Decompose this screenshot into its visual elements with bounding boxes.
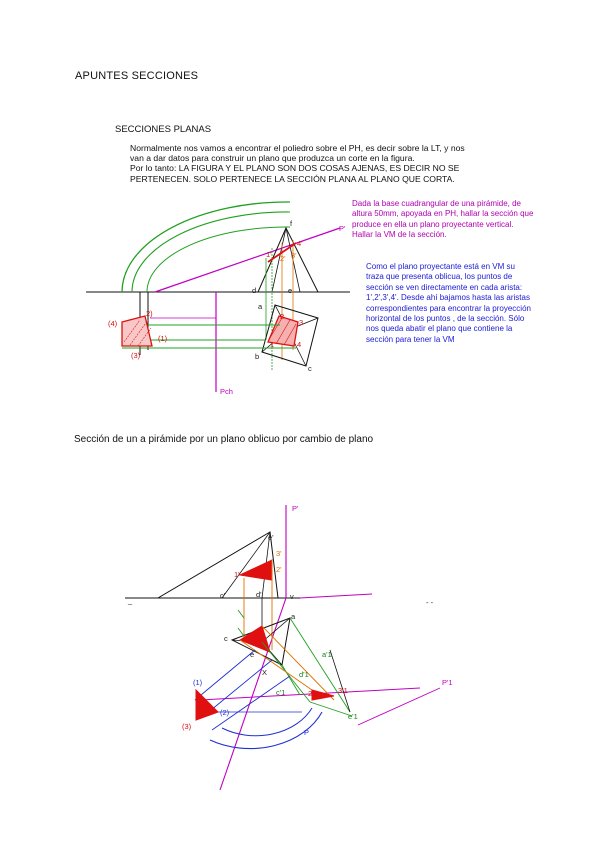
label-s3: 3	[299, 318, 304, 327]
document-title: APUNTES SECCIONES	[75, 70, 199, 82]
method-explanation: Como el plano proyectante está en VM su traza que presenta oblicua, los puntos de sección se ven directamente en cada arista: 1',2',3',4'. Desde ahí bajamos hasta las aristas correspondientes para encontrar la proyección horizontal de los puntos , de la sección. Sólo nos queda abatir el plano que contiene la sección para tener la VM	[366, 262, 531, 344]
label-a: a	[258, 302, 263, 311]
label2-p1: P'1	[442, 678, 453, 687]
label2-d-prime: d'	[256, 590, 262, 599]
label-3prime: 3'	[291, 251, 297, 260]
label2-e-prime1: e'1	[348, 712, 358, 721]
intro-line-1: Normalmente nos vamos a encontrar el poliedro sobre el PH, es decir sobre la LT, y nos	[130, 143, 465, 153]
label2-a: a	[291, 612, 296, 621]
label-plane-p1: P'	[339, 224, 346, 233]
label-ab1: (1)	[158, 334, 168, 343]
label-s1: 1	[270, 340, 275, 349]
section-title: SECCIONES PLANAS	[115, 124, 212, 135]
label2-ab1: (1)	[193, 678, 203, 687]
pyramid2-elevation	[158, 532, 278, 598]
label2-1prime: 1'	[234, 570, 240, 579]
label2-3prime1: 3'1	[338, 686, 348, 695]
label-e: e	[288, 286, 293, 295]
label-s4: 4	[297, 340, 302, 349]
label2-d-prime1: d'1	[299, 670, 309, 679]
problem-statement: Dada la base cuadrangular de una pirámide, de altura 50mm, apoyada en PH, hallar la sección que produce en ella un plano proyectante vertical. Hallar la VM de la sección.	[352, 199, 534, 240]
label2-ab2: (2)	[220, 708, 230, 717]
label2-2prime1: 2'1	[308, 689, 318, 698]
label-f: f	[290, 219, 293, 228]
label2-lt-left: _	[128, 596, 133, 605]
intro-line-2: van a dar datos para construir un plano que produzca un corte en la figura.	[130, 153, 415, 164]
label-c: c	[308, 364, 312, 373]
label-ab2: 2)	[146, 309, 153, 318]
figure-2-caption: Sección de un a pirámide por un plano oblicuo por cambio de plano	[74, 434, 374, 445]
intro-line-4: PERTENECEN. SOLO PERTENECE LA SECCIÓN PLANA AL PLANO QUE CORTA.	[130, 173, 455, 184]
label2-e-prime: e'	[268, 533, 274, 542]
section2-elevation	[240, 560, 272, 580]
label2-lt-right: - -	[426, 598, 434, 607]
label-ab4: (4)	[108, 319, 118, 328]
section2-true-size	[196, 690, 218, 720]
label2-c-prime: c'	[220, 591, 226, 600]
label2-c-prime1: c'1	[276, 688, 286, 697]
label2-p-prime: P'	[292, 504, 299, 513]
label2-2prime: 2'	[276, 565, 282, 574]
label2-ab3: (3)	[182, 722, 192, 731]
label2-c: c	[224, 634, 228, 643]
label-pch: Pch	[220, 387, 233, 396]
intro-line-3: Por lo tanto: LA FIGURA Y EL PLANO SON DOS COSAS AJENAS, ES DECIR NO SE	[130, 163, 460, 174]
label-d: d	[252, 286, 257, 295]
label-b: b	[255, 352, 260, 361]
label2-3prime: 3'	[276, 549, 282, 558]
label-4prime: 4'	[297, 239, 303, 248]
label2-e: e	[250, 650, 255, 659]
label-1prime: 1'	[266, 250, 272, 259]
label2-x: X	[262, 668, 268, 677]
label2-v: v	[290, 592, 294, 601]
label-2prime: 2'	[280, 254, 286, 263]
label2-a-prime1: a'1	[322, 650, 332, 659]
label-s2: 2	[280, 312, 285, 321]
label2-p: P	[304, 728, 310, 737]
label-ab3: (3)	[131, 351, 141, 360]
